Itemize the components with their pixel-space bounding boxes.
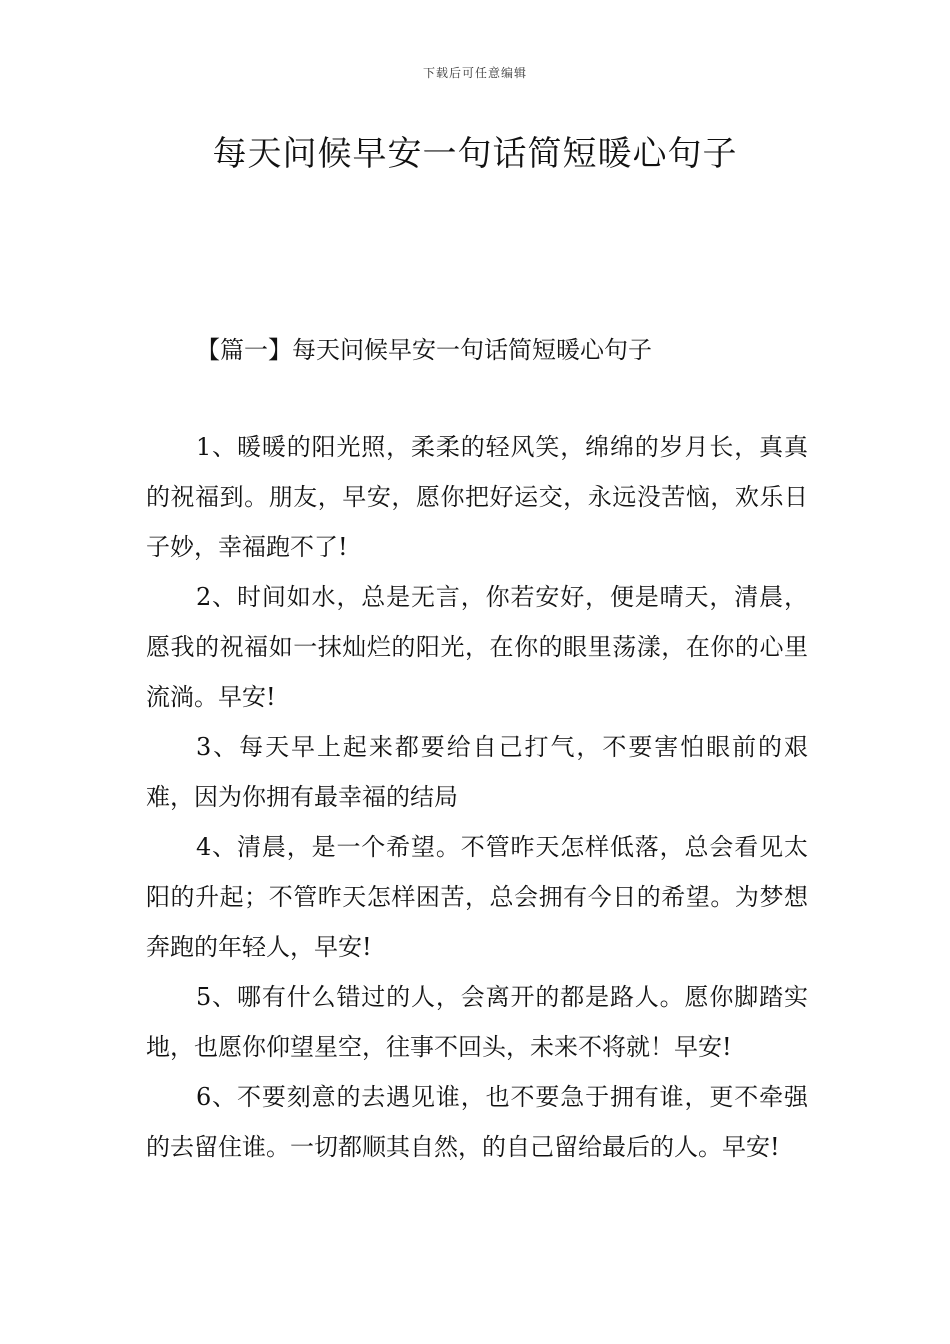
paragraph-6: 6、不要刻意的去遇见谁，也不要急于拥有谁，更不牵强的去留住谁。一切都顺其自然，的自己留给最后的人。早安! <box>146 1083 808 1161</box>
paragraph-2: 2、时间如水，总是无言，你若安好，便是晴天，清晨，愿我的祝福如一抹灿烂的阳光，在你的眼里荡漾，在你的心里流淌。早安! <box>146 583 808 711</box>
paragraph-5: 5、哪有什么错过的人，会离开的都是路人。愿你脚踏实地，也愿你仰望星空，往事不回头，未来不将就！早安! <box>146 983 808 1061</box>
document-title: 每天问候早安一句话简短暖心句子 <box>212 134 738 174</box>
paragraph-3: 3、每天早上起来都要给自己打气，不要害怕眼前的艰难，因为你拥有最幸福的结局 <box>146 733 808 811</box>
header-note: 下载后可任意编辑 <box>422 66 527 80</box>
document-body <box>146 422 808 1172</box>
paragraph-4: 4、清晨，是一个希望。不管昨天怎样低落，总会看见太阳的升起；不管昨天怎样困苦，总会拥有今日的希望。为梦想奔跑的年轻人，早安! <box>146 833 808 961</box>
paragraph-1: 1、暖暖的阳光照，柔柔的轻风笑，绵绵的岁月长，真真的祝福到。朋友，早安，愿你把好运交，永远没苦恼，欢乐日子妙，幸福跑不了! <box>146 433 808 561</box>
section-heading: 【篇一】每天问候早安一句话简短暖心句子 <box>196 336 652 364</box>
